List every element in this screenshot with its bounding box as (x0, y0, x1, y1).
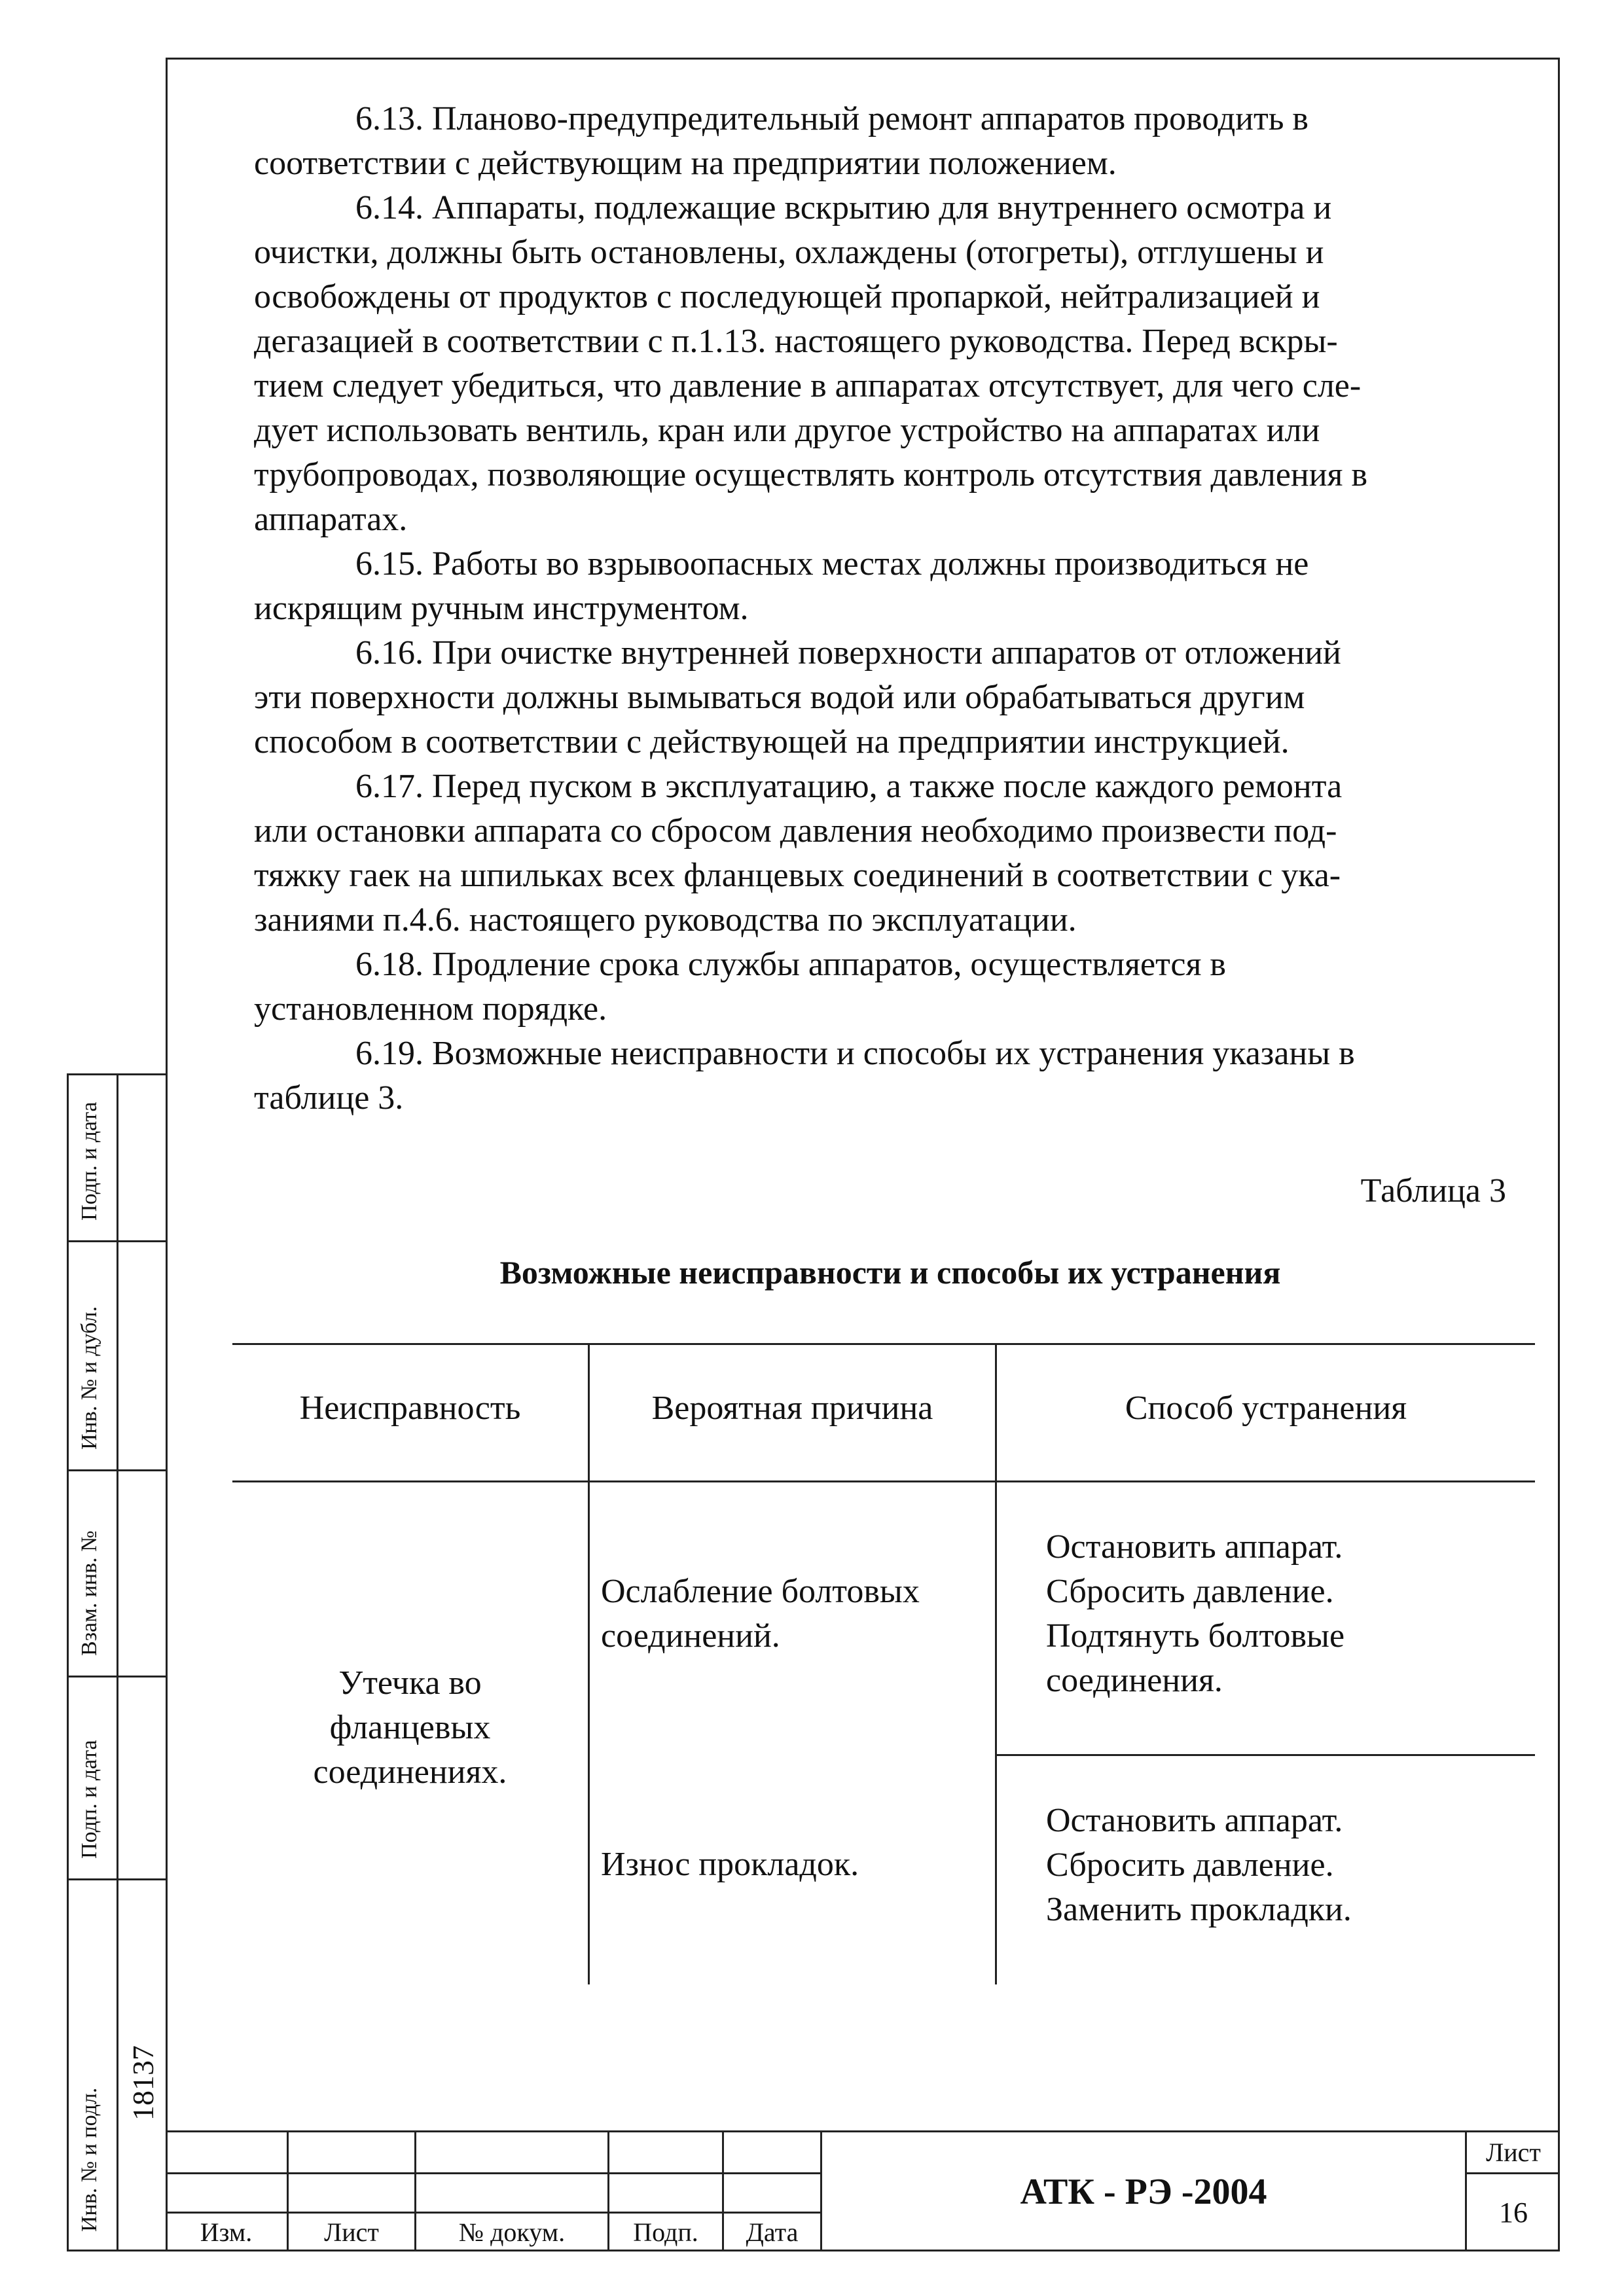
title-block-rule (166, 2130, 1560, 2132)
paragraph-6-13 (254, 97, 1537, 186)
text-line: тием следует убедиться, что давление в аппаратах отсутствует, для чего сле- (254, 367, 1362, 404)
col-date: Дата (746, 2217, 799, 2247)
col-izm: Изм. (200, 2217, 253, 2247)
text-line: Заменить прокладки. (1046, 1891, 1352, 1928)
margin-row-divider (67, 1240, 166, 1242)
text-line: фланцевых (329, 1709, 491, 1746)
text-line: Остановить аппарат. (1046, 1528, 1343, 1566)
table-title: Возможные неисправности и способы их устранения (499, 1254, 1281, 1291)
table-cell-cause (601, 1842, 987, 1887)
table-cell-cause (601, 1570, 987, 1659)
paragraph-6-14 (254, 186, 1537, 542)
title-block-rule (1465, 2172, 1560, 2174)
table-cell-fault (232, 1661, 588, 1795)
margin-column-divider (117, 1073, 118, 2251)
table-header-rule (232, 1480, 1535, 1482)
text-line: аппаратах. (254, 501, 408, 538)
sheet-number: 16 (1499, 2197, 1528, 2229)
margin-label: Инв. № и подл. (77, 2087, 101, 2232)
text-line: соединения. (1046, 1662, 1223, 1699)
text-line: Утечка во (338, 1664, 482, 1702)
text-line: таблице 3. (254, 1079, 404, 1117)
table-header-remedy: Способ устранения (1125, 1390, 1407, 1427)
margin-label: Подп. и дата (77, 1740, 101, 1859)
text-line: 6.17. Перед пуском в эксплуатацию, а также после каждого ремонта (355, 768, 1343, 805)
col-signature: Подп. (633, 2217, 698, 2247)
document-code: АТК - РЭ -2004 (1020, 2172, 1267, 2212)
paragraph-6-19 (254, 1031, 1537, 1121)
inv-number: 18137 (126, 2045, 160, 2121)
text-line: Сбросить давление. (1046, 1573, 1334, 1610)
text-line: соединений. (601, 1617, 780, 1655)
col-list: Лист (324, 2217, 379, 2247)
text-line: Остановить аппарат. (1046, 1802, 1343, 1839)
text-line: заниями п.4.6. настоящего руководства по эксплуатации. (254, 901, 1077, 939)
table-header-fault: Неисправность (299, 1390, 521, 1427)
paragraph-6-17 (254, 764, 1537, 942)
text-line: соответствии с действующим на предприятии положением. (254, 145, 1117, 182)
body-text (254, 97, 1537, 1121)
text-line: Подтянуть болтовые (1046, 1617, 1345, 1655)
text-line: 6.13. Планово-предупредительный ремонт аппаратов проводить в (355, 100, 1308, 137)
text-line: трубопроводах, позволяющие осуществлять контроль отсутствия давления в (254, 456, 1368, 493)
table-column-divider (588, 1343, 590, 1984)
margin-label: Подп. и дата (77, 1102, 101, 1221)
paragraph-6-16 (254, 631, 1537, 764)
margin-row-divider (67, 1676, 166, 1677)
margin-row-divider (67, 1878, 166, 1880)
table-row-divider (995, 1754, 1535, 1756)
paragraph-6-15 (254, 542, 1537, 631)
text-line: или остановки аппарата со сбросом давления необходимо произвести под- (254, 812, 1337, 850)
text-line: 6.16. При очистке внутренней поверхности аппаратов от отложений (355, 634, 1341, 672)
title-block (166, 2130, 1560, 2251)
text-line: искрящим ручным инструментом. (254, 590, 749, 627)
text-line: Сбросить давление. (1046, 1846, 1334, 1884)
text-line: освобождены от продуктов с последующей пропаркой, нейтрализацией и (254, 278, 1320, 315)
text-line: 6.19. Возможные неисправности и способы их устранения указаны в (355, 1035, 1355, 1072)
margin-label: Инв. № и дубл. (77, 1306, 101, 1450)
margin-row-divider (67, 1469, 166, 1471)
col-doc-number: № докум. (458, 2217, 566, 2247)
table-label: Таблица 3 (1360, 1172, 1506, 1210)
table-cell-remedy (1046, 1799, 1530, 1932)
text-line: соединениях. (313, 1753, 507, 1791)
text-line: 6.18. Продление срока службы аппаратов, осуществляется в (355, 946, 1226, 983)
text-line: тяжку гаек на шпильках всех фланцевых соединений в соответствии с ука- (254, 857, 1341, 894)
sheet-label: Лист (1486, 2138, 1541, 2167)
paragraph-6-18 (254, 942, 1537, 1031)
text-line: установленном порядке. (254, 990, 607, 1028)
text-line: дегазацией в соответствии с п.1.13. настоящего руководства. Перед вскры- (254, 323, 1338, 360)
text-line: 6.14. Аппараты, подлежащие вскрытию для внутреннего осмотра и (355, 189, 1332, 226)
table-column-divider (995, 1343, 997, 1984)
table-header-cause: Вероятная причина (651, 1390, 933, 1427)
text-line: способом в соответствии с действующей на предприятии инструкцией. (254, 723, 1290, 761)
text-line: эти поверхности должны вымываться водой или обрабатываться другим (254, 679, 1305, 716)
text-line: Ослабление болтовых (601, 1573, 920, 1610)
table-cell-remedy (1046, 1525, 1530, 1703)
text-line: 6.15. Работы во взрывоопасных местах должны производиться не (355, 545, 1309, 583)
table-top-rule (232, 1343, 1535, 1345)
text-line: Износ прокладок. (601, 1846, 859, 1883)
text-line: дует использовать вентиль, кран или другое устройство на аппаратах или (254, 412, 1320, 449)
text-line: очистки, должны быть остановлены, охлаждены (отогреты), отглушены и (254, 234, 1324, 271)
margin-label: Взам. инв. № (77, 1530, 101, 1656)
